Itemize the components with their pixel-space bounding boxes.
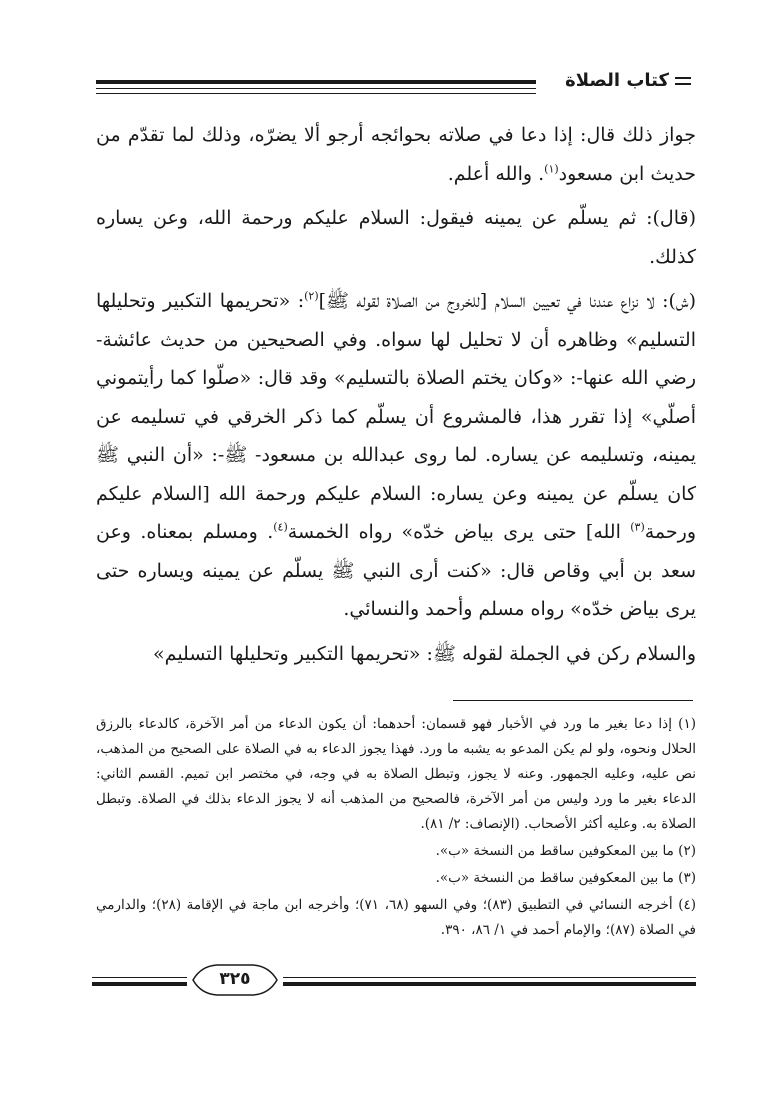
footnote-separator (453, 700, 693, 701)
paragraph-3 (96, 282, 696, 629)
footnote-ref-3: (٣) (630, 520, 645, 534)
paragraph-3-text-3: . ومسلم بمعناه. وعن سعد بن أبي وقاص قال: «كنت أرى النبي ﷺ يسلّم عن يمينه ويساره حتى يرى بياض خدّه» رواه مسلم وأحمد والنسائي. (96, 521, 696, 620)
chapter-title-text: كتاب الصلاة (565, 70, 669, 91)
header-rule (96, 80, 536, 89)
header-mark-icon (675, 77, 691, 85)
footnote-ref-1: (١) (544, 162, 559, 176)
footnotes (96, 712, 696, 945)
paragraph-3-start: (ش): لا نزاع عندنا في تعيين السلام [للخروج من الصلاة لقوله ﷺ] (318, 290, 696, 312)
footer-rule (92, 977, 696, 986)
running-header (96, 70, 691, 104)
page-number: ٣٢٥ (219, 969, 251, 989)
paragraph-3-text-2: الله] حتى يرى بياض خدّه» رواه الخمسة (287, 521, 631, 543)
footnote-4: (٤) أخرجه النسائي في التطبيق (٨٣)؛ وفي السهو (٦٨، ٧١)؛ وأخرجه ابن ماجة في الإقامة (٢٨)؛ والدارمي في الصلاة (٨٧)؛ والإمام أحمد في ١/ ٨٦، ٣٩٠. (96, 897, 697, 938)
footnote-ref-2: (٢) (304, 289, 319, 303)
paragraph-2: (قال): ثم يسلّم عن يمينه فيقول: السلام عليكم ورحمة الله، وعن يساره كذلك. (96, 207, 696, 268)
paragraph-3-text: : «تحريمها التكبير وتحليلها التسليم» وظاهره أن لا تحليل لها سواه. وفي الصحيحين من حديث عائشة- رضي الله عنها-: «وكان يختم الصلاة بالتسليم» وقد قال: «صلّوا كما رأيتموني أصلّي» إذا تقرر هذا، فالمشروع أن يسلّم كما ذكر الخرقي في تسليمه عن يمينه، وتسليمه عن يساره. لما روى عبدالله بن مسعود- ﷺ-: «أن النبي ﷺ كان يسلّم عن يمينه وعن يساره: السلام عليكم ورحمة الله [السلام عليكم ورحمة (96, 290, 697, 543)
chapter-title (557, 70, 691, 92)
footnote-3: (٣) ما بين المعكوفين ساقط من النسخة «ب». (435, 870, 696, 886)
page-number-frame (187, 962, 283, 998)
main-text (96, 116, 696, 679)
page-footer (92, 962, 696, 1002)
header-rule-thin (96, 93, 536, 94)
footnote-2: (٢) ما بين المعكوفين ساقط من النسخة «ب». (435, 843, 696, 859)
footnote-ref-4: (٤) (273, 520, 288, 534)
paragraph-1-text: جواز ذلك قال: إذا دعا في صلاته بحوائجه أرجو ألا يضرّه، وذلك لما تقدّم من حديث ابن مسعود (96, 124, 696, 185)
paragraph-1-end: . والله أعلم. (447, 162, 545, 185)
paragraph-1 (96, 116, 696, 193)
footnote-1: (١) إذا دعا بغير ما ورد في الأخبار فهو قسمان: أحدهما: أن يكون الدعاء من أمر الآخرة، كالدعاء بالرزق الحلال ونحوه، ولو لم يكن المدعو به يشبه ما ورد. فهذا يجوز الدعاء به في الصلاة على الصحيح من المذهب، نص عليه، وعليه الجمهور. وعنه لا يجوز، وتبطل الصلاة به في وجه، في مختصر ابن تميم. القسم الثاني: الدعاء بغير ما ورد وليس من أمر الآخرة، فالصحيح من المذهب أنه لا يجوز الدعاء بذلك في الصلاة. وتبطل الصلاة به. وعليه أكثر الأصحاب. (الإنصاف: ٢/ ٨١). (96, 716, 696, 832)
paragraph-4: والسلام ركن في الجملة لقوله ﷺ: «تحريمها التكبير وتحليلها التسليم» (153, 642, 696, 665)
